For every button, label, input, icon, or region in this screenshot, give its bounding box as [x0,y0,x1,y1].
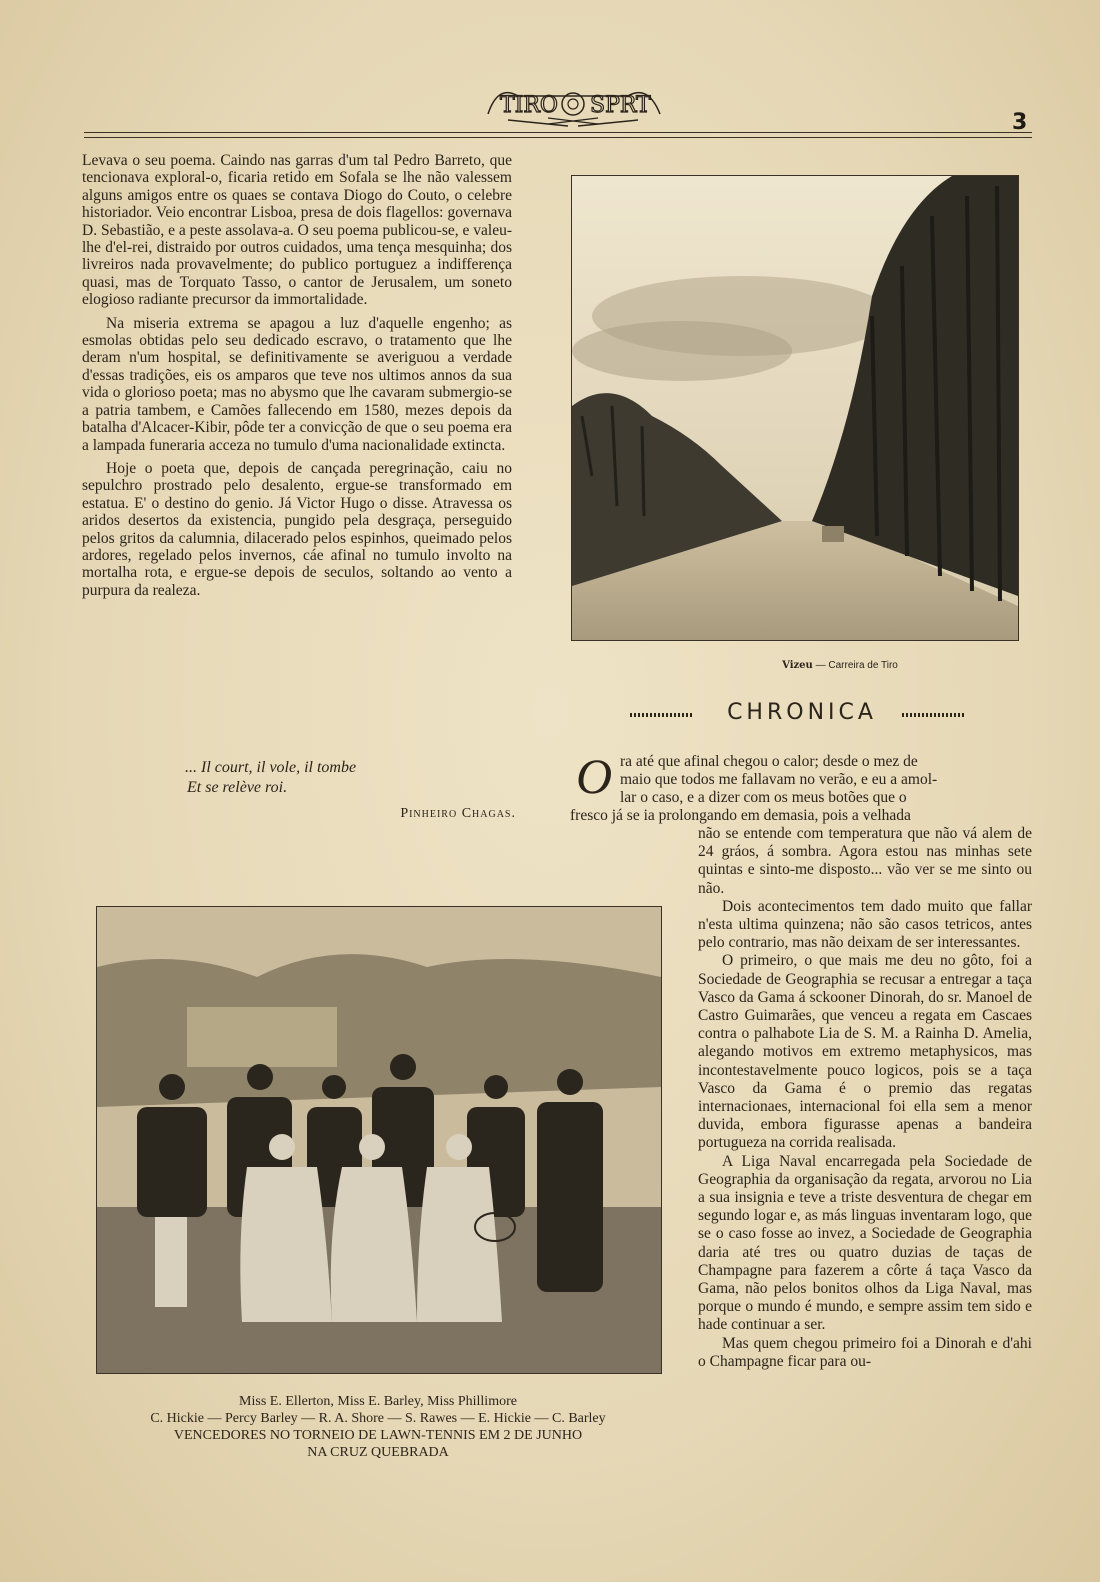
author-signature: Pinheiro Chagas. [400,806,516,821]
svg-text:TIRO: TIRO [500,93,558,118]
caption-line: Miss E. Ellerton, Miss E. Barley, Miss Phillimore [239,1394,517,1409]
lawn-tennis-winners-photo [96,906,662,1374]
paragraph: Na miseria extrema se apagou a luz d'aquelle engenho; as esmolas obtidas pelo seu dedicado escravo, o tratamento que lhe deram n'um hospital, se definitivamente se averiguou a verdade d'essas tradições, eis os amparos que teve nos ultimos annos da sua vida o glorioso poeta; mas no abysmo que lhe cavaram submergio-se a patria tambem, e Camões fallecendo em 1580, mezes depois da batalha d'Alcacer-Kibir, pôde ter a convicção de que o seu poema era a lampada funeraria acceza no tumulo d'uma nacionalidade extincta. [82,314,512,454]
verse-line: ... Il court, il vole, il tombe [185,759,357,776]
chronica-opening [570,753,1032,825]
paragraph: Mas quem chegou primeiro foi a Dinorah e d'ahi o Champagne ficar para ou- [698,1334,1032,1370]
opening-line: lar o caso, e a dizer com os meus botões que o [620,789,907,806]
header-rule [84,132,1032,133]
opening-line: fresco já se ia prolongando em demasia, pois a velhada [570,807,911,824]
viseu-shooting-range-photo [571,175,1019,641]
chronica-title: CHRONICA [727,700,877,725]
verse-line: Et se relève roi. [187,779,288,796]
paragraph: O primeiro, o que mais me deu no gôto, foi a Sociedade de Geographia se recusar a entregar a taça Vasco da Gama á sckooner Dinorah, do sr. Manoel de Castro Guimarães, que venceu a regata em Cascaes contra o palhabote Lia de S. M. a Rainha D. Amelia, alegando motivos em extremo metaphysicos, mas incontestavelmente pouco logicos, pois se a taça Vasco da Gama é o premio das regatas internacionaes, internacional foi ella sem a menor duvida, embora figurasse apenas a bandeira portugueza na corrida realisada. [698,952,1032,1152]
left-column-text [82,152,512,605]
verse-quote [185,758,465,798]
page-number: 3 [1012,110,1028,135]
svg-text:SPRT: SPRT [590,93,651,118]
caption-text: — Carreira de Tiro [812,660,898,671]
paragraph: Levava o seu poema. Caindo nas garras d'um tal Pedro Barreto, que tencionava exploral-o, ficaria retido em Sofala se lhe não valessem alguns amigos entre os quaes se contava Diogo do Couto, o celebre historiador. Veio encontrar Lisboa, presa de dois flagellos: governava D. Sebastião, e a peste assolava-a. O seu poema publicou-se, e valeu-lhe d'el-rei, distraido por outros cuidados, uma tença mesquinha; dos livreiros nada provavelmente; do publico portuguez a indifferença quasi, mas de Torquato Tasso, o cantor de Jerusalem, um soneto elogioso radiante precursor da immortalidade. [82,152,512,309]
viseu-photo-caption [700,660,980,671]
opening-line: ra até que afinal chegou o calor; desde o mez de [620,753,918,770]
paragraph: Hoje o poeta que, depois de cançada peregrinação, caiu no sepulchro prostrado pelo desalento, ergue-se transformado em estatua. E' o destino do genio. Já Victor Hugo o disse. Atravessa os aridos desertos da existencia, pungido pela desgraça, perseguido pelos gritos da calumnia, dilacerado pelos espinhos, queimado pelos ardores, regelado pelos invernos, cáe afinal no tumulo involto na mortalha rota, e ergue-se depois de seculos, soltando ao vento a purpura da realeza. [82,459,512,599]
paragraph: Dois acontecimentos tem dado muito que fallar n'esta ultima quinzena; não são casos tetricos, antes pelo contrario, mas não deixam de ser interessantes. [698,897,1032,952]
chronica-heading [630,700,970,730]
paragraph: não se entende com temperatura que não vá alem de 24 gráos, á sombra. Agora estou nas minhas sete quintas e sinto-me disposto... vão ver se me sinto ou não. [698,825,1032,897]
heading-ornament [630,713,692,717]
caption-line: VENCEDORES NO TORNEIO DE LAWN-TENNIS EM 2 DE JUNHO [173,1428,583,1443]
masthead-logo [478,74,668,130]
header-rule [84,137,1032,138]
caption-place: Vizeu [782,660,813,671]
tennis-photo-caption [96,1393,660,1461]
heading-ornament [902,713,964,717]
drop-cap: O [575,748,613,804]
paragraph: A Liga Naval encarregada pela Sociedade de Geographia da organisação da regata, arvorou no Lia a sua insignia e teve a triste desventura de chegar em segundo logar e, as más linguas inventaram logo, que se o caso fosse ao invez, a Sociedade de Geographia daria até tres ou quatro duzias de taças de Champagne para fazerem a côrte á taça Vasco da Gama, não pelos bonitos olhos da Liga Naval, mas porque o mundo é mundo, e sempre assim tem sido e hade continuar a ser. [698,1152,1032,1334]
caption-line: NA CRUZ QUEBRADA [307,1445,449,1460]
chronica-body [698,825,1032,1371]
photo-illustration [97,907,661,1373]
opening-line: maio que todos me fallavam no verão, e eu a amol- [620,771,938,788]
caption-line: C. Hickie — Percy Barley — R. A. Shore — S. Rawes — E. Hickie — C. Barley [150,1411,606,1426]
photo-illustration [572,176,1018,640]
